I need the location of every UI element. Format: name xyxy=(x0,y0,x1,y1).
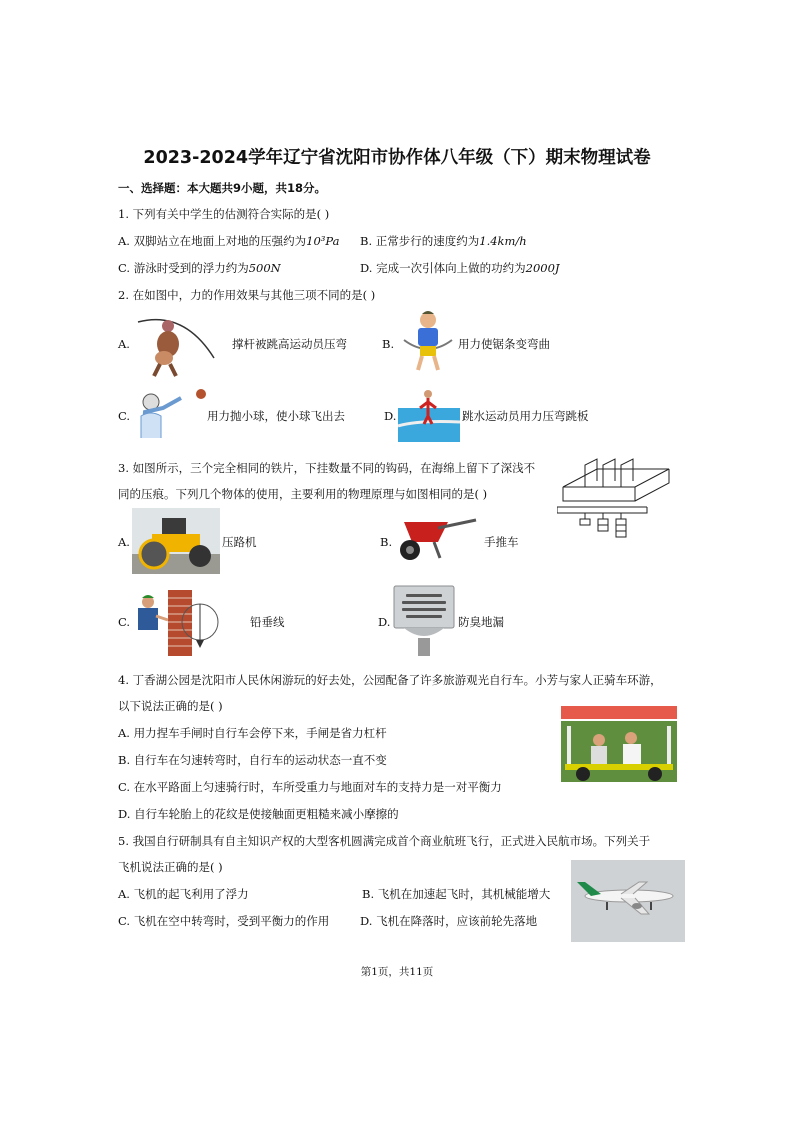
pole-vault-image xyxy=(134,312,216,378)
airliner-photo xyxy=(571,860,685,942)
q4-option-a[interactable]: A. 用力捏车手闸时自行车会停下来，手闸是省力杠杆 xyxy=(118,726,387,740)
q1-option-b[interactable]: B. 正常步行的速度约为1.4km/h xyxy=(360,234,527,248)
sightseeing-bike-photo xyxy=(561,706,677,782)
sponge-weights-diagram xyxy=(557,457,673,543)
q2-stem: 2. 在如图中，力的作用效果与其他三项不同的是( ) xyxy=(118,288,376,302)
q2-option-d-text: 跳水运动员用力压弯跳板 xyxy=(462,409,589,423)
throwing-ball-image xyxy=(133,386,207,438)
q3-option-c-label[interactable]: C. xyxy=(118,615,131,629)
q5-stem-line1: 5. 我国自行研制具有自主知识产权的大型客机圆满完成首个商业航班飞行，正式进入民航市场。下列关于 xyxy=(118,834,651,848)
q3-option-a-text: 压路机 xyxy=(222,535,257,549)
q3-option-a-label[interactable]: A. xyxy=(118,535,130,549)
q5-option-a[interactable]: A. 飞机的起飞利用了浮力 xyxy=(118,887,249,901)
q4-option-b[interactable]: B. 自行车在匀速转弯时，自行车的运动状态一直不变 xyxy=(118,753,387,767)
q3-option-c-text: 铅垂线 xyxy=(250,615,285,629)
page-footer: 第1页，共11页 xyxy=(360,966,434,978)
q3-stem-line2: 同的压痕。下列几个物体的使用，主要利用的物理原理与如图相同的是( ) xyxy=(118,487,488,501)
diving-board-image xyxy=(398,386,460,442)
q2-option-a-text: 撑杆被跳高运动员压弯 xyxy=(232,337,347,351)
q4-stem-line2: 以下说法正确的是( ) xyxy=(118,699,223,713)
q1-stem: 1. 下列有关中学生的估测符合实际的是( ) xyxy=(118,207,330,221)
plumb-line-image xyxy=(132,590,220,656)
q4-stem-line1: 4. 丁香湖公园是沈阳市人民休闲游玩的好去处，公园配备了许多旅游观光自行车。小芳与家人正骑车环游， xyxy=(118,673,662,687)
q3-option-b-text: 手推车 xyxy=(484,535,519,549)
q5-option-c[interactable]: C. 飞机在空中转弯时，受到平衡力的作用 xyxy=(118,914,330,928)
q3-option-b-label[interactable]: B. xyxy=(380,535,393,549)
q2-option-a-label[interactable]: A. xyxy=(118,337,130,351)
page-title: 2023-2024学年辽宁省沈阳市协作体八年级（下）期末物理试卷 xyxy=(143,148,651,168)
q5-option-d[interactable]: D. 飞机在降落时，应该前轮先落地 xyxy=(360,914,538,928)
q2-option-d-label[interactable]: D. xyxy=(384,409,397,423)
q2-option-b-label[interactable]: B. xyxy=(382,337,395,351)
q3-stem-line1: 3. 如图所示，三个完全相同的铁片，下挂数量不同的钩码，在海绵上留下了深浅不 xyxy=(118,461,536,475)
q1-option-c[interactable]: C. 游泳时受到的浮力约为500N xyxy=(118,261,281,275)
q2-option-b-text: 用力使锯条变弯曲 xyxy=(458,337,550,351)
anti-odor-drain-image xyxy=(390,584,458,658)
section-heading: 一、选择题：本大题共9小题，共18分。 xyxy=(118,181,327,195)
q4-option-d[interactable]: D. 自行车轮胎上的花纹是使接触面更粗糙来减小摩擦的 xyxy=(118,807,399,821)
q3-option-d-text: 防臭地漏 xyxy=(458,615,504,629)
q4-option-c[interactable]: C. 在水平路面上匀速骑行时，车所受重力与地面对车的支持力是一对平衡力 xyxy=(118,780,502,794)
q3-option-d-label[interactable]: D. xyxy=(378,615,391,629)
q2-option-c-text: 用力抛小球，使小球飞出去 xyxy=(207,409,345,423)
q2-option-c-label[interactable]: C. xyxy=(118,409,131,423)
q1-option-d[interactable]: D. 完成一次引体向上做的功约为2000J xyxy=(360,261,560,275)
bending-saw-image xyxy=(400,310,456,372)
q5-option-b[interactable]: B. 飞机在加速起飞时，其机械能增大 xyxy=(362,887,551,901)
road-roller-image xyxy=(132,508,220,574)
wheelbarrow-image xyxy=(390,514,480,562)
q5-stem-line2: 飞机说法正确的是( ) xyxy=(118,860,223,874)
q1-option-a[interactable]: A. 双脚站立在地面上对地的压强约为10³Pa xyxy=(118,234,340,248)
